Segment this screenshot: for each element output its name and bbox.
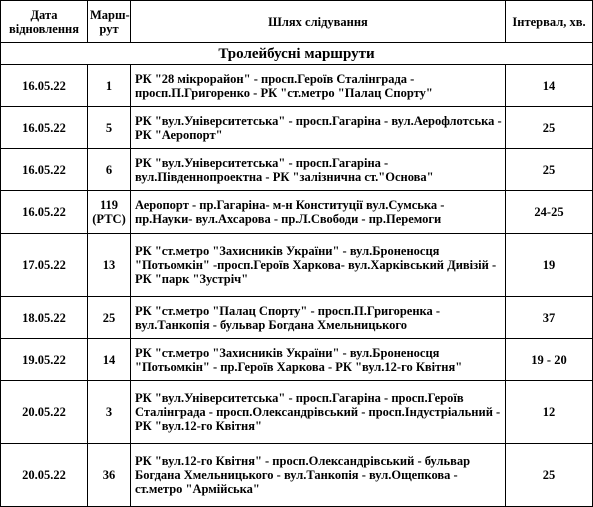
header-row [1, 1, 593, 43]
header-date: Дата відновлення [1, 1, 88, 43]
table-row [1, 339, 593, 381]
row-interval: 19 - 20 [506, 339, 593, 381]
row-route-number: 119 (РТС) [88, 191, 131, 234]
header-route-number: Марш-рут [88, 1, 131, 43]
row-path: РК "вул.Університетська" - просп.Гагаріна - просп.Героїв Сталінграда - просп.Олександрівський - просп.Індустріальний - РК "вул.12-го Квітня" [131, 381, 506, 444]
row-date: 18.05.22 [1, 297, 88, 339]
row-interval: 37 [506, 297, 593, 339]
table-row [1, 65, 593, 107]
row-route-number: 6 [88, 149, 131, 191]
row-interval: 24-25 [506, 191, 593, 234]
header-interval: Інтервал, хв. [506, 1, 593, 43]
row-date: 16.05.22 [1, 107, 88, 149]
table-row [1, 381, 593, 444]
row-route-number: 1 [88, 65, 131, 107]
section-title: Тролейбусні маршрути [1, 43, 593, 65]
row-interval: 14 [506, 65, 593, 107]
row-path: РК "вул.Університетська" - просп.Гагаріна - вул.Південнопроектна - РК "залізнична ст."Основа" [131, 149, 506, 191]
table-row [1, 297, 593, 339]
table-row [1, 234, 593, 297]
table-row [1, 149, 593, 191]
row-path: РК "ст.метро "Захисників України" - вул.Броненосця "Потьомкін" -просп.Героїв Харкова- вул.Харківський Дивізій - РК "парк "Зустріч" [131, 234, 506, 297]
row-path: РК "вул.Університетська" - просп.Гагаріна - вул.Аерофлотська - РК "Аеропорт" [131, 107, 506, 149]
row-path: Аеропорт - пр.Гагаріна- м-н Конституції вул.Сумська - пр.Науки- вул.Ахсарова - пр.Л.Свободи - пр.Перемоги [131, 191, 506, 234]
table-row [1, 444, 593, 507]
row-path: РК "28 мікрорайон" - просп.Героїв Сталінграда - просп.П.Григоренко - РК "ст.метро "Палац Спорту" [131, 65, 506, 107]
row-route-number: 3 [88, 381, 131, 444]
row-date: 20.05.22 [1, 381, 88, 444]
table-row [1, 107, 593, 149]
row-route-number: 14 [88, 339, 131, 381]
row-path: РК "ст.метро "Палац Спорту" - просп.П.Григоренка - вул.Танкопія - бульвар Богдана Хмельницького [131, 297, 506, 339]
row-date: 16.05.22 [1, 149, 88, 191]
section-row [1, 43, 593, 65]
row-date: 16.05.22 [1, 65, 88, 107]
row-route-number: 25 [88, 297, 131, 339]
table-row [1, 191, 593, 234]
row-path: РК "ст.метро "Захисників України" - вул.Броненосця "Потьомкін" - пр.Героїв Харкова - РК "вул.12-го Квітня" [131, 339, 506, 381]
row-route-number: 5 [88, 107, 131, 149]
row-interval: 25 [506, 149, 593, 191]
row-date: 16.05.22 [1, 191, 88, 234]
row-route-number: 36 [88, 444, 131, 507]
row-interval: 25 [506, 107, 593, 149]
row-date: 17.05.22 [1, 234, 88, 297]
row-path: РК "вул.12-го Квітня" - просп.Олександрівський - бульвар Богдана Хмельницького - вул.Танкопія - вул.Ощепкова - ст.метро "Армійська" [131, 444, 506, 507]
row-interval: 19 [506, 234, 593, 297]
row-date: 19.05.22 [1, 339, 88, 381]
row-route-number: 13 [88, 234, 131, 297]
row-interval: 12 [506, 381, 593, 444]
header-path: Шлях слідування [131, 1, 506, 43]
row-interval: 25 [506, 444, 593, 507]
row-date: 20.05.22 [1, 444, 88, 507]
